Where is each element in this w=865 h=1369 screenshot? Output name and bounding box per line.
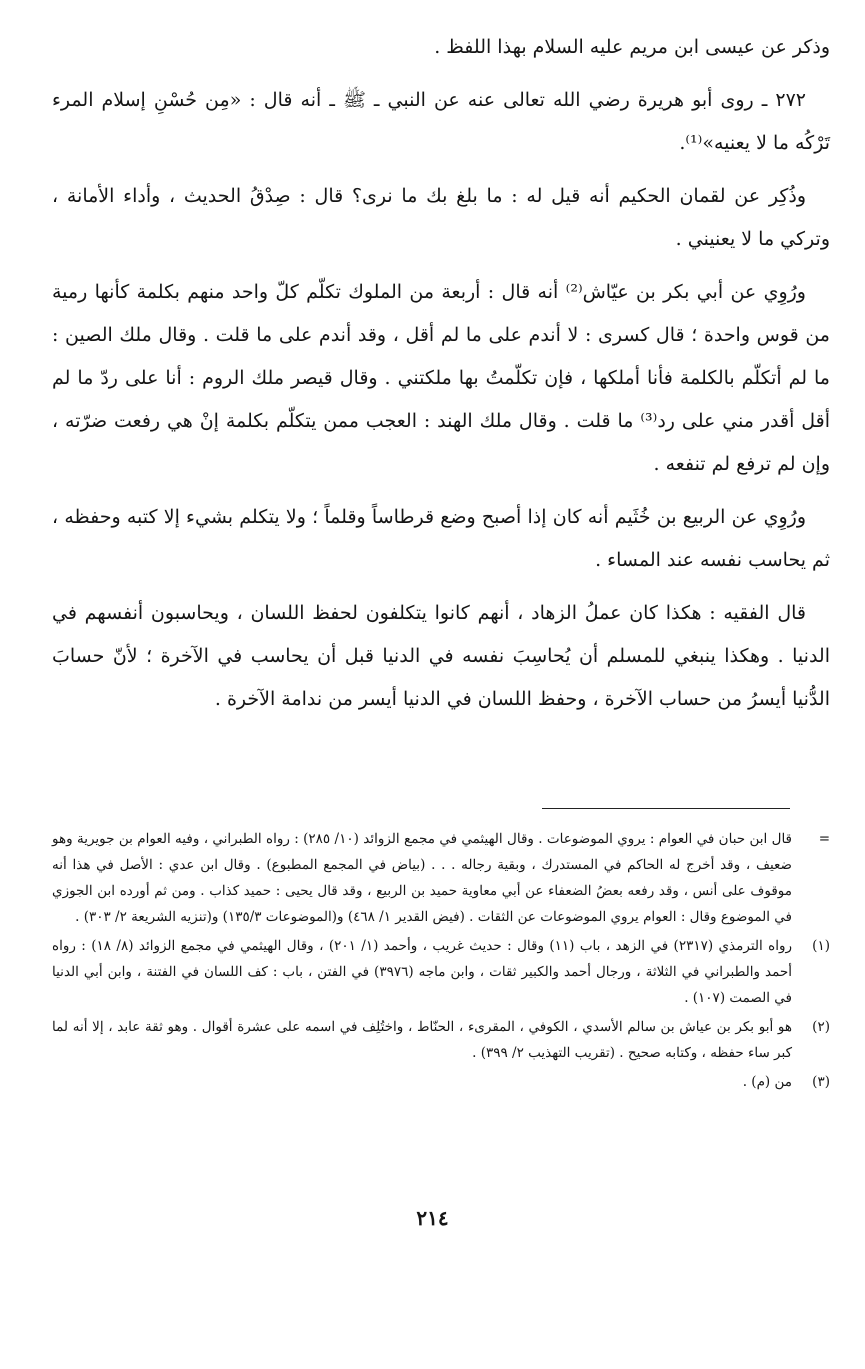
paragraph-four-kings: ورُوِي عن أبي بكر بن عيّاش⁽²⁾ أنه قال : أربعة من الملوك تكلّم كلّ واحد منهم بكلمة كأنها رمية من قوس واحدة ؛ قال كسرى : لا أندم على ما لم أقل ، وقد أندم على ما قلت . وقال ملك الصين : ما لم أتكلّم بالكلمة فأنا أملكها ، فإن تكلّمتُ بها ملكتني . وقال قيصر ملك الروم : أنا على ردّ ما لم أقل أقدر مني على رد⁽³⁾ ما قلت . وقال ملك الهند : العجب ممن يتكلّم بكلمة إنْ هي رفعت ضرّته ، وإن لم ترفع لم تنفعه . bbox=[52, 281, 830, 475]
footnote-text: هو أبو بكر بن عياش بن سالم الأسدي ، الكوفي ، المقرىء ، الحنّاط ، واختُلِف في اسمه على عشرة أقوال . وهو ثقة عابد ، إلا أنه لما كبر ساء حفظه ، وكتابه صحيح . (تقريب التهذيب ٢/ ٣٩٩) . bbox=[52, 1019, 792, 1061]
page-number: ٢١٤ bbox=[416, 1206, 449, 1230]
footnote-3 bbox=[52, 1069, 830, 1095]
footnote-continued bbox=[52, 826, 830, 930]
footnote-text: رواه الترمذي (٢٣١٧) في الزهد ، باب (١١) وقال : حديث غريب ، وأحمد (١/ ٢٠١) ، وقال الهيثمي في مجمع الزوائد (٨/ ١٨) : رواه أحمد والطبراني في الثلاثة ، ورجال أحمد والكبير ثقات ، وابن ماجه (٣٩٧٦) في الفتن ، باب : كف اللسان في الفتنة ، وابن أبي الدنيا في الصمت (١٠٧) . bbox=[52, 938, 793, 1006]
paragraph-hadith-272: ٢٧٢ ـ روى أبو هريرة رضي الله تعالى عنه عن النبي ـ ﷺ ـ أنه قال : «مِن حُسْنِ إسلام المرء تَرْكُه ما لا يعنيه»⁽¹⁾. bbox=[52, 89, 830, 154]
main-text bbox=[52, 26, 830, 731]
footnote-marker: = bbox=[818, 831, 830, 847]
footnote-text: من (م) . bbox=[742, 1074, 792, 1090]
footnote-marker: (٣) bbox=[812, 1074, 830, 1090]
paragraph-faqih: قال الفقيه : هكذا كان عملُ الزهاد ، أنهم كانوا يتكلفون لحفظ اللسان ، ويحاسبون أنفسهم في الدنيا . وهكذا ينبغي للمسلم أن يُحاسِبَ نفسه في الدنيا قبل أن يحاسب في الآخرة ؛ لأنّ حسابَ الدُّنيا أيسرُ من حساب الآخرة ، وحفظ اللسان في الدنيا أيسر من ندامة الآخرة . bbox=[52, 602, 830, 710]
paragraph-rabi: ورُوِي عن الربيع بن خُثَيم أنه كان إذا أصبح وضع قرطاساً وقلماً ؛ ولا يتكلم بشيء إلا كتبه وحفظه ، ثم يحاسب نفسه عند المساء . bbox=[52, 506, 830, 571]
footnote-2 bbox=[52, 1014, 830, 1066]
footnote-text: قال ابن حبان في العوام : يروي الموضوعات . وقال الهيثمي في مجمع الزوائد (١٠/ ٢٨٥) : رواه الطبراني ، وفيه العوام بن جويرية وهو ضعيف ، وقد أخرج له الحاكم في المستدرك ، وبقية رجاله . . . (بياض في المجمع المطبوع) . وقال ابن عدي : الأصل في هذا أنه موقوف على أنس ، وقد رفعه بعضُ الضعفاء عن أبي معاوية حميد بن الربيع ، وقد قال يحيى : حميد كذاب . ومن ثم أورده ابن الجوزي في الموضوع وقال : العوام يروي الموضوعات عن الثقات . (فيض القدير ١/ ٤٦٨) و(الموضوعات ١٣٥/٣) و(تنزيه الشريعة ٢/ ٣٠٣) . bbox=[52, 831, 793, 925]
footnote-marker: (٢) bbox=[812, 1019, 830, 1035]
paragraph-luqman: وذُكِر عن لقمان الحكيم أنه قيل له : ما بلغ بك ما نرى؟ قال : صِدْقُ الحديث ، وأداء الأمانة ، وتركي ما لا يعنيني . bbox=[52, 185, 830, 250]
footnote-marker: (١) bbox=[812, 938, 830, 954]
paragraph-1: وذكر عن عيسى ابن مريم عليه السلام بهذا اللفظ . bbox=[434, 36, 830, 58]
footnote-divider bbox=[542, 808, 790, 809]
footnotes bbox=[52, 826, 830, 1098]
footnote-1 bbox=[52, 933, 830, 1011]
